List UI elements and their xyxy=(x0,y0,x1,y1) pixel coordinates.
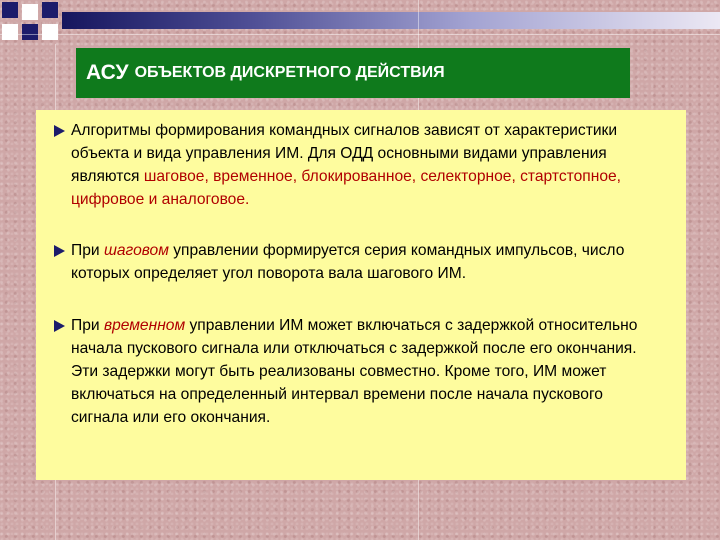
navy-square-icon xyxy=(42,2,58,18)
white-square-icon xyxy=(22,4,38,20)
title-sub: ОБЪЕКТОВ ДИСКРЕТНОГО ДЕЙСТВИЯ xyxy=(134,64,445,81)
guide-line xyxy=(0,34,720,35)
bullet-text xyxy=(71,119,664,211)
bullet-text xyxy=(71,314,664,429)
title-main: АСУ xyxy=(86,61,129,84)
white-square-icon xyxy=(2,24,18,40)
bullet-arrow-icon xyxy=(54,320,65,332)
bullet-prefix: При xyxy=(71,242,104,259)
navy-square-icon xyxy=(22,24,38,40)
bullet-item xyxy=(54,239,664,285)
decorative-header xyxy=(0,0,720,44)
time-control-highlight: временном xyxy=(103,317,186,334)
gradient-stripe xyxy=(62,12,720,29)
slide-title xyxy=(76,48,630,98)
bullet-body: управлении формируется серия командных импульсов, число которых определяет угол поворота вала шагового ИМ. xyxy=(71,242,625,282)
bullet-arrow-icon xyxy=(54,125,65,137)
bullet-prefix: При xyxy=(71,317,104,334)
control-types-highlight: шаговое, временное, блокированное, селекторное, стартстопное, цифровое и аналоговое. xyxy=(71,168,622,208)
navy-square-icon xyxy=(2,2,18,18)
bullet-item xyxy=(54,314,664,429)
bullet-body: Алгоритмы формирования командных сигналов зависят от характеристики объекта и вида управления ИМ. Для ОДД основными видами управления являются xyxy=(71,122,618,185)
bullet-body: управлении ИМ может включаться с задержкой относительно начала пускового сигнала или отключаться с задержкой после его окончания. Эти задержки могут быть реализованы совместно. Кроме того, ИМ может включаться на определенный интервал времени после начала пускового сигнала или его окончания. xyxy=(71,317,638,426)
step-control-highlight: шаговом xyxy=(103,242,169,259)
bullet-item xyxy=(54,119,664,211)
content-panel xyxy=(36,110,686,480)
bullet-text xyxy=(71,239,664,285)
white-square-icon xyxy=(42,24,58,40)
bullet-arrow-icon xyxy=(54,245,65,257)
